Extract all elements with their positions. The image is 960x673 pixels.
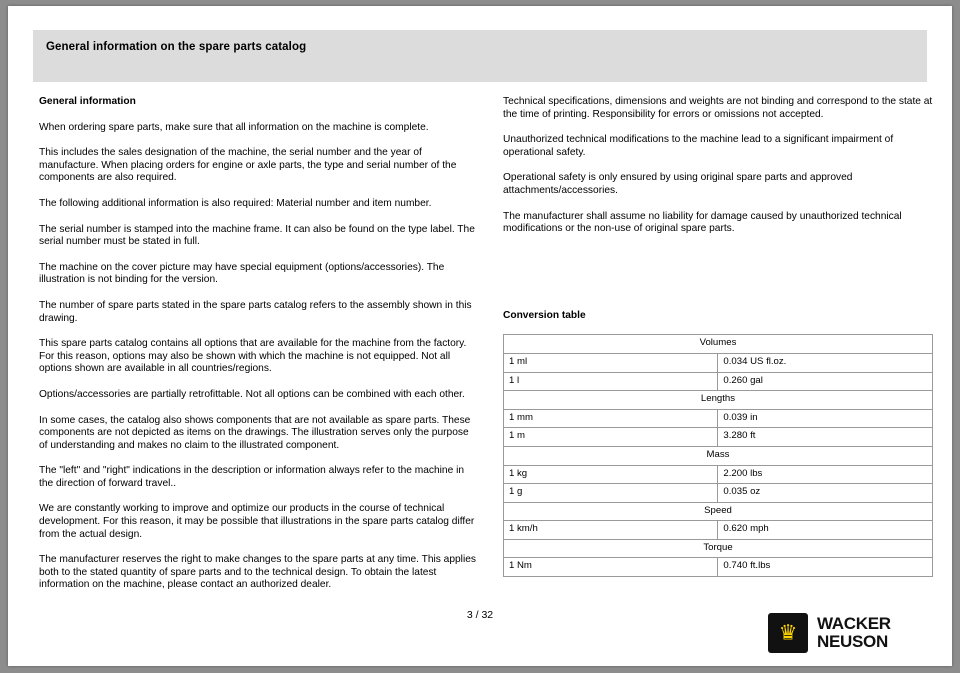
brand-logo-line1: WACKER <box>817 614 891 633</box>
crown-icon <box>768 613 808 653</box>
table-row <box>504 409 933 428</box>
right-text-column <box>503 96 935 577</box>
brand-logo-line2: NEUSON <box>817 632 888 651</box>
table-cell-to: 0.740 ft.lbs <box>718 558 933 577</box>
table-row <box>504 353 933 372</box>
table-cell-from: 1 mm <box>504 409 718 428</box>
table-cell-from: 1 km/h <box>504 521 718 540</box>
table-group-label: Lengths <box>504 391 933 410</box>
paragraph: Unauthorized technical modifications to the machine lead to a significant impairment of operational safety. <box>503 134 894 158</box>
table-row <box>504 521 933 540</box>
brand-logo-text <box>817 615 891 651</box>
paragraph: We are constantly working to improve and optimize our products in the course of technical development. For this reason, it may be possible that illustrations in the spare parts catalog differ from the actual design. <box>39 503 475 540</box>
page-title: General information on the spare parts catalog <box>46 41 307 53</box>
page-number: 3 / 32 <box>466 609 494 621</box>
document-page <box>8 6 952 666</box>
table-cell-from: 1 Nm <box>504 558 718 577</box>
table-cell-to: 0.035 oz <box>718 484 933 503</box>
section-title-general-information: General information <box>39 96 136 107</box>
table-group-row <box>504 502 933 521</box>
table-group-label: Torque <box>504 539 933 558</box>
table-cell-from: 1 g <box>504 484 718 503</box>
table-row <box>504 428 933 447</box>
table-group-row <box>504 539 933 558</box>
paragraph: Operational safety is only ensured by using original spare parts and approved attachments/accessories. <box>503 172 853 196</box>
table-row <box>504 372 933 391</box>
table-row <box>504 558 933 577</box>
crown-glyph: ♛ <box>778 621 798 645</box>
table-cell-to: 0.620 mph <box>718 521 933 540</box>
conversion-table-title: Conversion table <box>503 309 586 321</box>
paragraph: The manufacturer shall assume no liability for damage caused by unauthorized technical modifications or the non-use of original spare parts. <box>503 210 902 235</box>
paragraph: This spare parts catalog contains all options that are available for the machine from the factory. For this reason, options may also be shown with which the machine is not equipped. Not all options shown are available in all countries/regions. <box>39 338 467 375</box>
table-group-label: Volumes <box>504 335 933 354</box>
paragraph: Technical specifications, dimensions and weights are not binding and correspond to the state at the time of printing. Responsibility for errors or omissions not accepted. <box>503 96 933 120</box>
paragraph: The serial number is stamped into the machine frame. It can also be found on the type label. The serial number must be stated in full. <box>39 223 475 248</box>
table-group-row <box>504 446 933 465</box>
brand-logo <box>768 611 933 655</box>
paragraph: The number of spare parts stated in the spare parts catalog refers to the assembly shown in this drawing. <box>39 299 472 324</box>
conversion-table <box>503 334 933 577</box>
paragraph: In some cases, the catalog also shows components that are not available as spare parts. These components are not depicted as items on the drawings. The illustration serves only the purpose of understanding and makes no claim to the illustrated component. <box>39 414 471 451</box>
table-cell-from: 1 l <box>504 372 718 391</box>
paragraph: When ordering spare parts, make sure that all information on the machine is complete. <box>39 121 429 133</box>
table-group-label: Mass <box>504 446 933 465</box>
table-cell-to: 0.039 in <box>718 409 933 428</box>
table-cell-to: 0.260 gal <box>718 372 933 391</box>
paragraph: The "left" and "right" indications in the description or information always refer to the machine in the direction of forward travel.. <box>39 465 465 489</box>
table-cell-to: 2.200 lbs <box>718 465 933 484</box>
paragraph: The following additional information is also required: Material number and item number. <box>39 197 432 209</box>
table-cell-from: 1 ml <box>504 353 718 372</box>
table-cell-to: 3.280 ft <box>718 428 933 447</box>
paragraph: Options/accessories are partially retrofittable. Not all options can be combined with each other. <box>39 388 465 400</box>
page-header-band <box>33 30 927 82</box>
table-row <box>504 484 933 503</box>
table-cell-to: 0.034 US fl.oz. <box>718 353 933 372</box>
table-cell-from: 1 kg <box>504 465 718 484</box>
table-group-row <box>504 391 933 410</box>
paragraph: This includes the sales designation of the machine, the serial number and the year of manufacture. When placing orders for engine or axle parts, the type and serial number of the components are also required. <box>39 147 457 184</box>
table-group-label: Speed <box>504 502 933 521</box>
left-text-column <box>39 96 479 605</box>
table-cell-from: 1 m <box>504 428 718 447</box>
table-row <box>504 465 933 484</box>
paragraph: The machine on the cover picture may have special equipment (options/accessories). The illustration is not binding for the version. <box>39 261 445 286</box>
table-group-row <box>504 335 933 354</box>
paragraph: The manufacturer reserves the right to make changes to the spare parts at any time. This applies both to the stated quantity of spare parts and to the technical design. To obtain the latest information on the machine, please contact an authorized dealer. <box>39 554 476 591</box>
